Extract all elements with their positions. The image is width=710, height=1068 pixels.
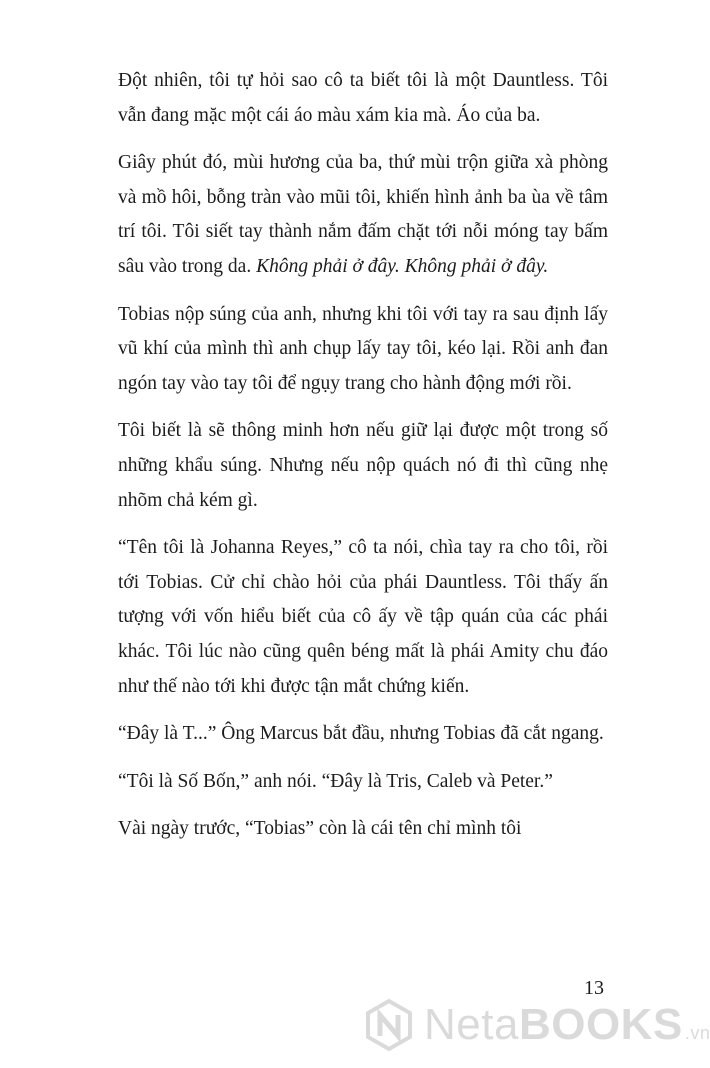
paragraph-4	[118, 414, 608, 518]
paragraph-3	[118, 298, 608, 402]
paragraph-8-text: Vài ngày trước, “Tobias” còn là cái tên chỉ mình tôi	[118, 818, 522, 840]
paragraph-7	[118, 765, 608, 800]
paragraph-4-text: Tôi biết là sẽ thông minh hơn nếu giữ lại được một trong số những khẩu súng. Nhưng nếu nộp quách nó đi thì cũng nhẹ nhõm chả kém gì.	[118, 420, 608, 511]
paragraph-2-italic: Không phải ở đây. Không phải ở đây.	[256, 255, 549, 277]
watermark	[362, 993, 710, 1057]
paragraph-1	[118, 64, 608, 133]
watermark-text	[424, 1000, 710, 1050]
paragraph-2-text: Giây phút đó, mùi hương của ba, thứ mùi trộn giữa xà phòng và mồ hôi, bỗng tràn vào mũi tôi, khiến hình ảnh ba ùa về tâm trí tôi. Tôi siết tay thành nắm đấm chặt tới nỗi móng tay bấm sâu vào trong da.	[118, 152, 608, 277]
paragraph-2	[118, 146, 608, 284]
paragraph-6	[118, 717, 608, 752]
watermark-domain: .vn	[684, 1023, 710, 1043]
paragraph-1-text: Đột nhiên, tôi tự hỏi sao cô ta biết tôi là một Dauntless. Tôi vẫn đang mặc một cái áo màu xám kia mà. Áo của ba.	[118, 70, 608, 126]
paragraph-6-text: “Đây là T...” Ông Marcus bắt đầu, nhưng Tobias đã cắt ngang.	[118, 723, 604, 745]
paragraph-5	[118, 531, 608, 704]
paragraph-3-text: Tobias nộp súng của anh, nhưng khi tôi với tay ra sau định lấy vũ khí của mình thì anh chụp lấy tay tôi, kéo lại. Rồi anh đan ngón tay vào tay tôi để ngụy trang cho hành động mới rồi.	[118, 303, 608, 394]
paragraph-7-text: “Tôi là Số Bốn,” anh nói. “Đây là Tris, Caleb và Peter.”	[118, 770, 553, 792]
paragraph-8	[118, 812, 608, 847]
paragraph-5-text: “Tên tôi là Johanna Reyes,” cô ta nói, chìa tay ra cho tôi, rồi tới Tobias. Cử chỉ chào hỏi của phái Dauntless. Tôi thấy ấn tượng với vốn hiểu biết của cô ấy về tập quán của các phái khác. Tôi lúc nào cũng quên béng mất là phái Amity chu đáo như thế nào tới khi được tận mắt chứng kiến.	[118, 537, 608, 697]
page-number: 13	[584, 977, 604, 999]
watermark-brand-1: Neta	[424, 1000, 519, 1049]
body-text	[118, 64, 608, 860]
netabooks-logo-icon	[362, 998, 416, 1052]
watermark-brand-2: BOOKS	[518, 1000, 683, 1049]
